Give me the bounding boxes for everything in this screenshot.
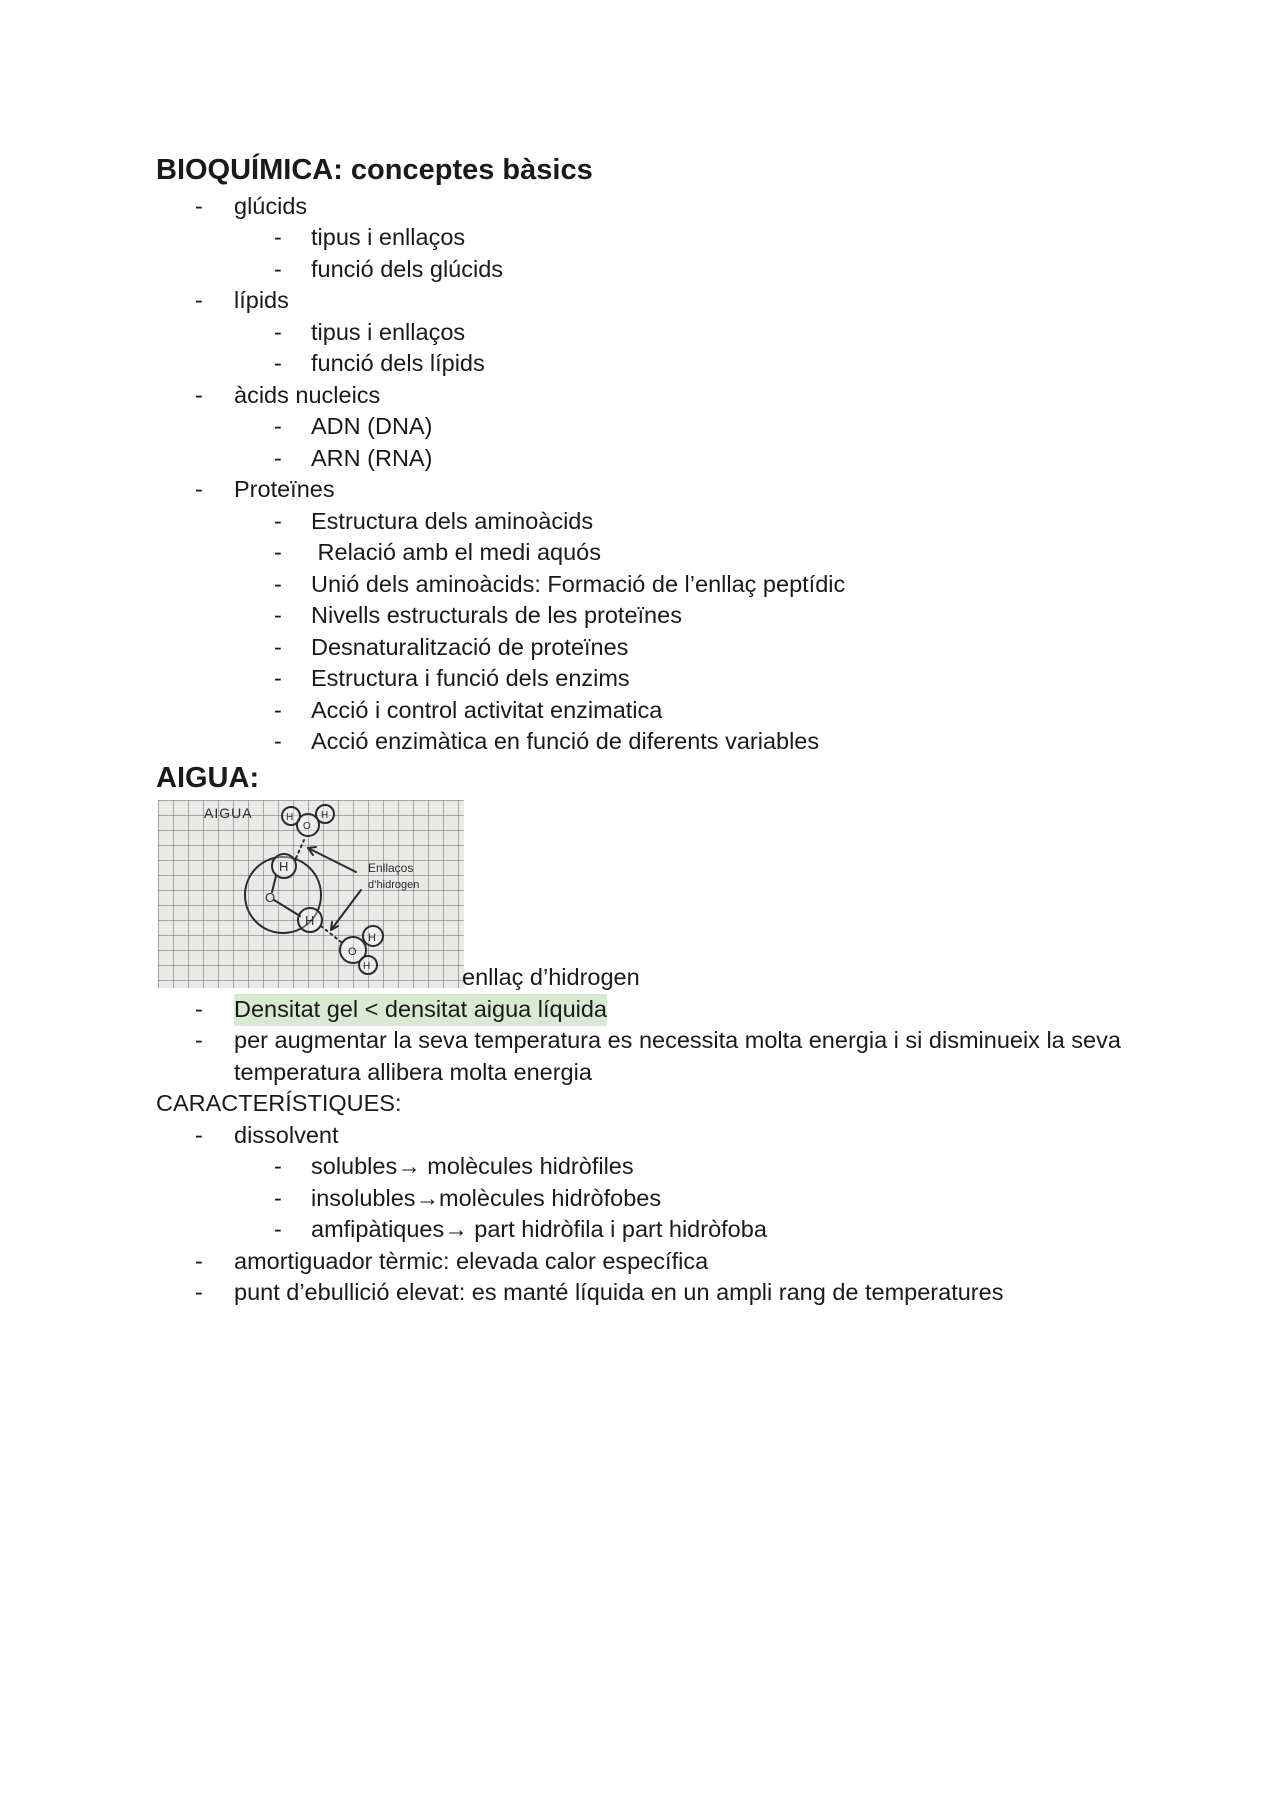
section-heading-caracteristiques: CARACTERÍSTIQUES:	[156, 1090, 402, 1116]
highlighted-text: Densitat gel < densitat aigua líquida	[234, 994, 607, 1026]
sketch-heading: AIGUA	[204, 805, 253, 821]
sketch-atom-h: H	[368, 932, 376, 944]
sketch-annotation-line2: d’hidrogen	[368, 879, 420, 891]
sketch-atom-h: H	[321, 810, 329, 821]
document-page: BIOQUÍMICA: conceptes bàsics - glúcids - tipus i enllaços - funció dels glúcids - lípids - tipus i enllaços - funció dels lípids - àcids nucleics - ADN (DNA) - ARN (RNA) - Proteïnes - Estructura dels aminoàcids - Relació amb el medi aquós - Unió dels aminoàcids: Formació de l’enllaç peptídic - Nivells estructurals de les proteïnes - Desnaturalització de proteïnes - Estructura i funció dels enzims - Acció i control activitat enzimatica - Acció enzimàtica en funció de diferents variables AIGUA: AIGUA Enllaços d’hidrogen H O H O H H O H H enllaç d’hidrogen - Densitat gel < densitat aigua líquida - per augmentar la seva temperatura es necessita molta energia i si disminueix la seva temperatura allibera molta energia CARACTERÍSTIQUES: - dissolvent - solubles→ molècules hidròfiles - insolubles→molècules hidròfobes - amfipàtiques→ part hidròfila i part hidròfoba - amortiguador tèrmic: elevada calor específica - punt d’ebullició elevat: es manté líquida en un ampli rang de temperatures	[0, 0, 1280, 1808]
water-molecule-sketch	[158, 800, 464, 988]
sketch-annotation-line1: Enllaços	[368, 861, 414, 875]
sketch-atom-o: O	[265, 890, 276, 905]
sketch-atom-h: H	[363, 961, 371, 972]
image-caption: enllaç d’hidrogen	[462, 964, 640, 990]
sketch-atom-o: O	[348, 946, 357, 958]
sketch-atom-o: O	[303, 821, 311, 832]
sketch-drawing	[158, 800, 464, 988]
sketch-atom-h: H	[305, 913, 315, 928]
page-title: BIOQUÍMICA: conceptes bàsics	[156, 154, 593, 186]
sketch-atom-h: H	[279, 859, 289, 874]
list-item-temperatura-text: per augmentar la seva temperatura es necessita molta energia i si disminueix la seva temperatura allibera molta energia	[234, 1027, 1121, 1085]
section-heading-aigua: AIGUA:	[156, 762, 260, 794]
sketch-atom-h: H	[286, 812, 294, 823]
